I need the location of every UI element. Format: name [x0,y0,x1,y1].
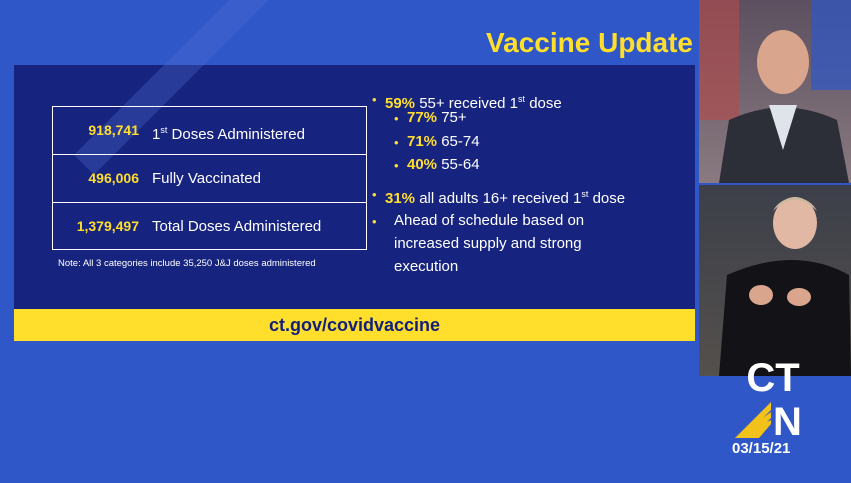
bullet-pct: 59% [385,95,416,112]
sunrise-icon [735,402,771,438]
stat-value: 496,006 [88,170,139,186]
speaker-video [699,0,851,183]
stat-label-sup: st [160,125,168,135]
bullet-item-cont: execution [394,258,459,275]
bullet-tail: dose [588,190,626,207]
sub-bullet-item [407,108,467,128]
bullet-pct: 40% [407,156,438,173]
bullet-item-cont: increased supply and strong [394,235,582,252]
logo-ct-text: CT [746,356,800,400]
bullet-item: Ahead of schedule based on [394,212,585,229]
stat-value: 1,379,497 [76,218,139,234]
url-banner: ct.gov/covidvaccine [14,309,695,341]
interpreter-figure [699,185,851,376]
stat-label: Fully Vaccinated [152,170,261,187]
bullet-dot: • [394,111,399,126]
footnote: Note: All 3 categories include 35,250 J&J doses administered [58,258,316,269]
bullet-item [385,184,625,209]
bullet-sup: st [518,94,526,104]
bullet-dot: • [394,135,399,150]
bullet-dot: • [372,214,377,229]
bullet-dot: • [372,187,377,202]
stat-label-pre: 1 [152,126,161,143]
slide-panel [14,65,695,309]
bullet-text: 55+ received 1 [415,95,519,112]
bullet-tail: dose [525,95,562,112]
stats-table [52,106,367,250]
sub-bullet-item [407,155,480,175]
sub-bullet-item [407,132,480,152]
bullet-pct: 31% [385,190,416,207]
broadcast-date: 03/15/21 [732,440,791,457]
stat-row [53,107,366,155]
speaker-figure [699,0,851,183]
stat-label: Total Doses Administered [152,218,322,235]
interpreter-video [699,185,851,376]
stat-label [152,107,305,158]
bullet-text: all adults 16+ received 1 [415,190,582,207]
stat-row [53,155,366,203]
stat-value: 918,741 [88,122,139,138]
bullet-text: 65-74 [437,133,480,150]
stat-row [53,203,366,250]
bullet-pct: 71% [407,133,438,150]
slide-title: Vaccine Update [486,27,693,58]
stat-label-post: Doses Administered [167,126,305,143]
logo-n-text: N [773,400,802,444]
bullet-pct: 77% [407,109,438,126]
bullet-dot: • [372,92,377,107]
bullet-text: 75+ [437,109,467,126]
bullet-dot: • [394,158,399,173]
bullet-text: 55-64 [437,156,480,173]
bullet-sup: st [581,189,589,199]
